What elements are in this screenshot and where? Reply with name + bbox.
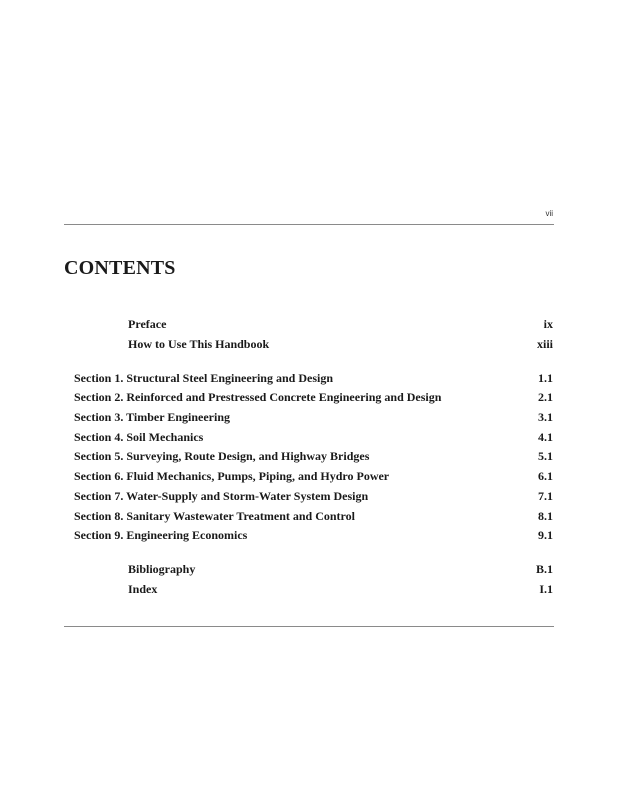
top-rule	[64, 224, 554, 225]
toc-entry-section-2[interactable]	[0, 388, 553, 406]
toc-entry-label: Section 5. Surveying, Route Design, and Highway Bridges	[74, 449, 370, 463]
toc-entry-page: 1.1	[538, 371, 553, 385]
toc-entry-section-3[interactable]	[0, 408, 553, 426]
toc-entry-page: 5.1	[538, 449, 553, 463]
toc-entry-page: 3.1	[538, 410, 553, 424]
toc-entry-label: Section 6. Fluid Mechanics, Pumps, Piping, and Hydro Power	[74, 469, 390, 483]
bottom-rule	[64, 626, 554, 627]
toc-entry-section-5[interactable]	[0, 447, 553, 465]
contents-title: CONTENTS	[64, 257, 176, 279]
toc-entry-index[interactable]	[0, 580, 553, 598]
toc-entry-page: 8.1	[538, 509, 553, 523]
toc-entry-section-8[interactable]	[0, 507, 553, 525]
toc-entry-preface[interactable]	[0, 315, 553, 333]
toc-entry-label: Section 1. Structural Steel Engineering and Design	[74, 371, 334, 385]
toc-entry-section-4[interactable]	[0, 428, 553, 446]
toc-entry-label: Section 8. Sanitary Wastewater Treatment and Control	[74, 509, 355, 523]
toc-entry-label: Section 3. Timber Engineering	[74, 410, 231, 424]
toc-entry-page: 2.1	[538, 390, 553, 404]
toc-entry-page: I.1	[539, 582, 553, 596]
page-number: vii	[545, 209, 553, 218]
toc-entry-how-to-use[interactable]	[0, 335, 553, 353]
toc-entry-section-6[interactable]	[0, 467, 553, 485]
toc-entry-page: 6.1	[538, 469, 553, 483]
toc-entry-bibliography[interactable]	[0, 560, 553, 578]
toc-entry-section-7[interactable]	[0, 487, 553, 505]
toc-entry-section-9[interactable]	[0, 526, 553, 544]
toc-entry-page: ix	[543, 317, 553, 331]
toc-entry-page: 4.1	[538, 430, 553, 444]
toc-entry-label: Section 7. Water-Supply and Storm-Water System Design	[74, 489, 369, 503]
toc-entry-label: Index	[128, 582, 158, 596]
toc-entry-page: xiii	[536, 337, 553, 351]
toc-entry-label: Bibliography	[128, 562, 196, 576]
toc-entry-page: 7.1	[538, 489, 553, 503]
toc-entry-label: Section 2. Reinforced and Prestressed Concrete Engineering and Design	[74, 390, 442, 404]
toc-entry-label: Section 9. Engineering Economics	[74, 528, 248, 542]
toc-entry-page: 9.1	[538, 528, 553, 542]
toc-entry-label: Section 4. Soil Mechanics	[74, 430, 204, 444]
toc-entry-page: B.1	[535, 562, 553, 576]
toc-entry-label: Preface	[128, 317, 167, 331]
toc-entry-label: How to Use This Handbook	[128, 337, 270, 351]
toc-entry-section-1[interactable]	[0, 369, 553, 387]
